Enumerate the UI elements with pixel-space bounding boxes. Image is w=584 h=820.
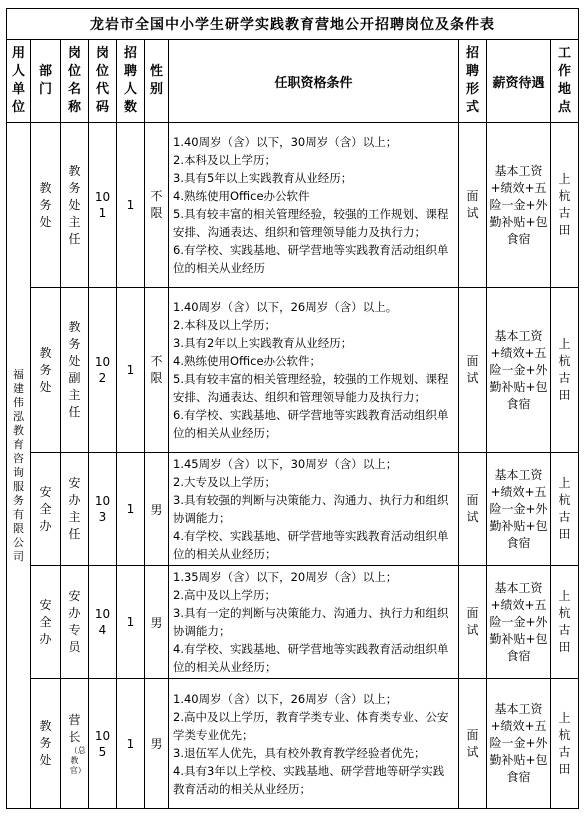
- count-cell: 1: [117, 453, 145, 566]
- table-title: 龙岩市全国中小学生研学实践教育营地公开招聘岗位及条件表: [7, 9, 579, 40]
- requirement-item: 4.有学校、实践基地、研学营地等实践教育活动组织单位的相关从业经历；: [173, 529, 449, 561]
- salary-cell: 基本工资+绩效+五险一金+外勤补贴+包食宿: [487, 453, 551, 566]
- requirement-item: 1.45周岁（含）以下，30周岁（含）以上；: [173, 457, 398, 471]
- requirements-cell: [169, 453, 459, 566]
- position-note: （总教官）: [69, 745, 86, 775]
- location-cell: 上杭古田: [551, 453, 579, 566]
- header-requirements: 任职资格条件: [169, 40, 459, 123]
- header-method: 招聘形式: [459, 40, 487, 123]
- requirement-item: 2.高中及以上学历；: [173, 588, 276, 602]
- requirement-item: 2.大专及以上学历；: [173, 475, 276, 489]
- header-position-code: 岗位代码: [89, 40, 117, 123]
- position-cell: 安办主任: [61, 453, 89, 566]
- gender-cell: 不限: [145, 288, 169, 453]
- code-cell: 105: [89, 679, 117, 809]
- method-cell: 面试: [459, 566, 487, 679]
- requirement-item: 2.高中及以上学历，教育学类专业、体育类专业、公安学类专业优先；: [173, 709, 449, 742]
- department-cell: 教务处: [31, 679, 61, 809]
- requirement-item: 4.熟练使用Office办公软件；: [173, 354, 322, 368]
- table-row: [7, 288, 579, 453]
- requirement-item: 2.本科及以上学历；: [173, 153, 276, 167]
- recruitment-table: [6, 8, 579, 809]
- salary-cell: 基本工资+绩效+五险一金+外勤补贴+包食宿: [487, 288, 551, 453]
- header-salary: 薪资待遇: [487, 40, 551, 123]
- employer-cell: 福建伟泓教育咨询服务有限公司: [7, 123, 31, 809]
- position-cell: 教务处副主任: [61, 288, 89, 453]
- requirement-item: 6.有学校、实践基地、研学营地等实践教育活动组织单位的相关从业经历: [173, 243, 449, 275]
- table-row: [7, 679, 579, 809]
- count-cell: 1: [117, 679, 145, 809]
- gender-cell: 不限: [145, 123, 169, 288]
- method-cell: 面试: [459, 288, 487, 453]
- requirement-item: 4.熟练使用Office办公软件: [173, 189, 310, 203]
- department-cell: 教务处: [31, 288, 61, 453]
- header-department: 部门: [31, 40, 61, 123]
- position-label: 营长: [68, 712, 81, 744]
- code-cell: 103: [89, 453, 117, 566]
- table-row: [7, 566, 579, 679]
- position-cell: 教务处主任: [61, 123, 89, 288]
- header-employer: 用人单位: [7, 40, 31, 123]
- requirement-item: 2.本科及以上学历；: [173, 318, 276, 332]
- department-cell: 安全办: [31, 453, 61, 566]
- requirements-cell: [169, 566, 459, 679]
- requirement-item: 3.退伍军人优先，具有校外教育教学经验者优先；: [173, 745, 426, 760]
- count-cell: 1: [117, 566, 145, 679]
- requirement-item: 4.具有3年以上学校、实践基地、研学营地等研学实践教育活动的相关从业经历；: [173, 763, 445, 796]
- gender-cell: 男: [145, 453, 169, 566]
- requirement-item: 3.具有2年以上实践教育从业经历；: [173, 336, 353, 350]
- requirement-item: 3.具有较强的判断与决策能力、沟通力、执行力和组织协调能力；: [173, 493, 449, 525]
- header-position-name: 岗位名称: [61, 40, 89, 123]
- requirements-cell: [169, 288, 459, 453]
- salary-cell: 基本工资+绩效+五险一金+外勤补贴+包食宿: [487, 566, 551, 679]
- header-headcount: 招聘人数: [117, 40, 145, 123]
- method-cell: 面试: [459, 123, 487, 288]
- position-cell: 安办专员: [61, 566, 89, 679]
- requirement-item: 3.具有一定的判断与决策能力、沟通力、执行力和组织协调能力；: [173, 606, 449, 638]
- header-gender: 性别: [145, 40, 169, 123]
- salary-cell: 基本工资+绩效+五险一金+外勤补贴+包食宿: [487, 123, 551, 288]
- requirements-cell: [169, 679, 459, 809]
- code-cell: 104: [89, 566, 117, 679]
- requirements-cell: [169, 123, 459, 288]
- table-row: [7, 123, 579, 288]
- requirement-item: 3.具有5年以上实践教育从业经历；: [173, 171, 353, 185]
- location-cell: 上杭古田: [551, 679, 579, 809]
- gender-cell: 男: [145, 566, 169, 679]
- method-cell: 面试: [459, 453, 487, 566]
- header-location: 工作地点: [551, 40, 579, 123]
- requirement-item: 5.具有较丰富的相关管理经验，较强的工作规划、课程安排、沟通表达、组织和管理领导能力及执行力；: [173, 372, 449, 404]
- location-cell: 上杭古田: [551, 566, 579, 679]
- department-cell: 教务处: [31, 123, 61, 288]
- code-cell: 101: [89, 123, 117, 288]
- count-cell: 1: [117, 288, 145, 453]
- header-row: [7, 40, 579, 123]
- requirement-item: 1.40周岁（含）以下，26周岁（含）以上。: [173, 300, 398, 314]
- position-cell: [61, 679, 89, 809]
- requirement-item: 5.具有较丰富的相关管理经验，较强的工作规划、课程安排、沟通表达、组织和管理领导能力及执行力；: [173, 207, 449, 239]
- salary-cell: 基本工资+绩效+五险一金+外勤补贴+包食宿: [487, 679, 551, 809]
- code-cell: 102: [89, 288, 117, 453]
- count-cell: 1: [117, 123, 145, 288]
- requirement-item: 1.40周岁（含）以下，30周岁（含）以上；: [173, 135, 398, 149]
- requirement-item: 1.35周岁（含）以下，20周岁（含）以上；: [173, 570, 398, 584]
- department-cell: 安全办: [31, 566, 61, 679]
- requirement-item: 4.有学校、实践基地、研学营地等实践教育活动组织单位的相关从业经历；: [173, 642, 449, 674]
- gender-cell: 男: [145, 679, 169, 809]
- method-cell: 面试: [459, 679, 487, 809]
- location-cell: 上杭古田: [551, 123, 579, 288]
- table-row: [7, 453, 579, 566]
- requirement-item: 1.40周岁（含）以下，26周岁（含）以上；: [173, 691, 398, 706]
- location-cell: 上杭古田: [551, 288, 579, 453]
- requirement-item: 6.有学校、实践基地、研学营地等实践教育活动组织单位的相关从业经历；: [173, 408, 449, 440]
